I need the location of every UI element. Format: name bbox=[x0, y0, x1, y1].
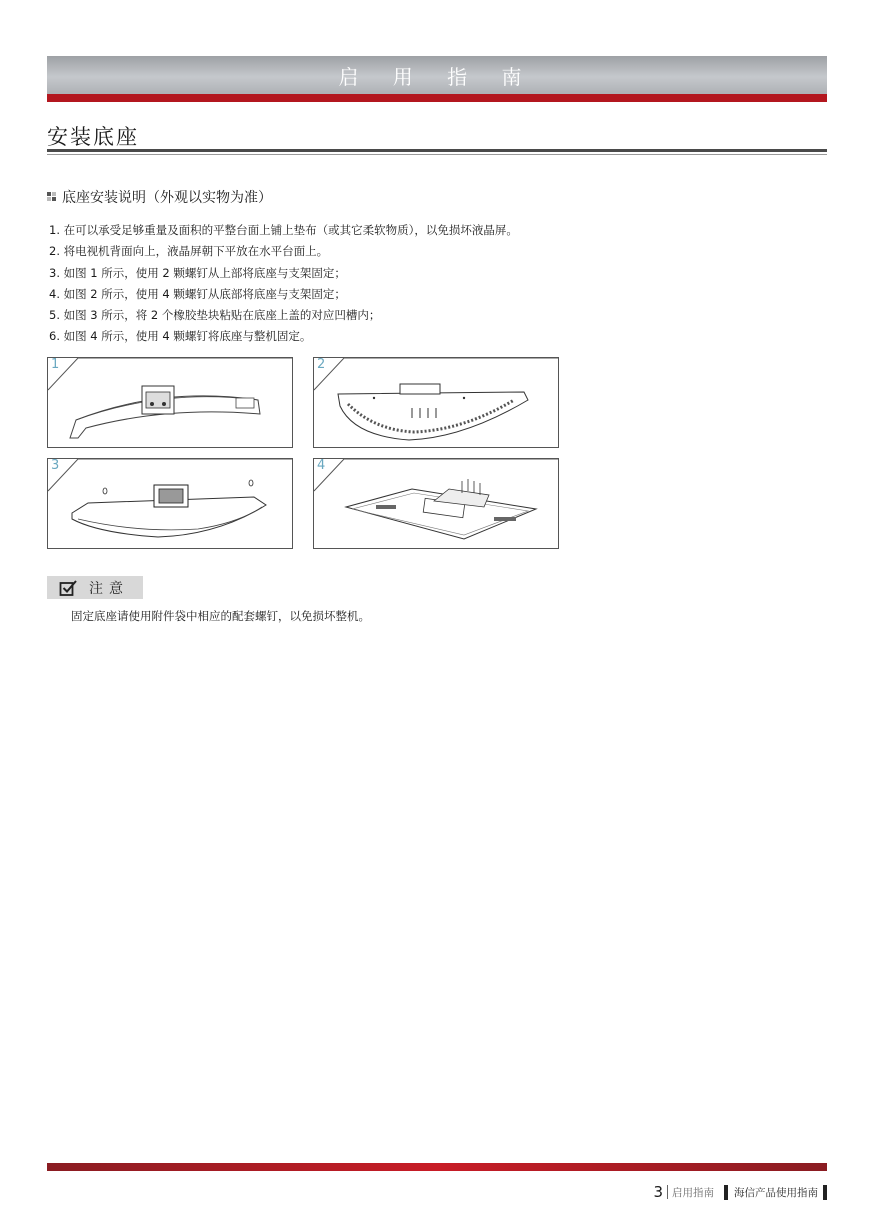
instruction-list bbox=[49, 220, 518, 348]
footer-marker bbox=[823, 1185, 827, 1200]
instruction-step: 4. 如图 2 所示，使用 4 颗螺钉从底部将底座与支架固定； bbox=[49, 286, 346, 301]
page-number: 3 bbox=[653, 1183, 663, 1201]
figure-2 bbox=[313, 357, 559, 448]
note-text: 固定底座请使用附件袋中相应的配套螺钉，以免损坏整机。 bbox=[71, 609, 370, 623]
figure-1 bbox=[47, 357, 293, 448]
figure-4 bbox=[313, 458, 559, 549]
footer-red-bar bbox=[47, 1163, 827, 1171]
footer-marker bbox=[724, 1185, 728, 1200]
section-rule bbox=[47, 149, 827, 152]
instruction-step: 5. 如图 3 所示，将 2 个橡胶垫块粘贴在底座上盖的对应凹槽内； bbox=[49, 308, 381, 323]
checkbox-pencil-icon bbox=[59, 579, 79, 597]
stand-top-view-illustration bbox=[48, 358, 292, 447]
stand-rubber-pads-illustration bbox=[48, 459, 292, 548]
square-bullet-icon bbox=[47, 192, 57, 202]
subheading bbox=[47, 187, 272, 207]
tv-back-mount-illustration bbox=[314, 459, 558, 548]
page-footer bbox=[653, 1183, 827, 1201]
chapter-banner bbox=[47, 56, 827, 94]
stand-bottom-screws-illustration bbox=[314, 358, 558, 447]
note-label: 注意 bbox=[89, 580, 129, 597]
instruction-step: 3. 如图 1 所示，使用 2 颗螺钉从上部将底座与支架固定； bbox=[49, 265, 346, 280]
subheading-text: 底座安装说明（外观以实物为准） bbox=[62, 190, 272, 206]
figure-number: 1 bbox=[51, 357, 60, 372]
footer-section-name: 启用指南 bbox=[672, 1186, 714, 1199]
instruction-step: 2. 将电视机背面向上，液晶屏朝下平放在水平台面上。 bbox=[49, 244, 329, 259]
figure-3 bbox=[47, 458, 293, 549]
section-rule-thin bbox=[47, 154, 827, 155]
banner-red-stripe bbox=[47, 94, 827, 102]
footer-divider bbox=[667, 1185, 668, 1199]
figure-number: 4 bbox=[317, 458, 326, 473]
figure-number: 2 bbox=[317, 357, 326, 372]
figure-number: 3 bbox=[51, 458, 60, 473]
instruction-step: 1. 在可以承受足够重量及面积的平整台面上铺上垫布（或其它柔软物质），以免损坏液晶屏。 bbox=[49, 223, 518, 237]
footer-brand: 海信产品使用指南 bbox=[734, 1186, 818, 1199]
chapter-title: 启 用 指 南 bbox=[338, 64, 536, 89]
section-title: 安装底座 bbox=[47, 125, 139, 149]
instruction-step: 6. 如图 4 所示，使用 4 颗螺钉将底座与整机固定。 bbox=[49, 329, 312, 344]
note-header bbox=[47, 576, 143, 599]
